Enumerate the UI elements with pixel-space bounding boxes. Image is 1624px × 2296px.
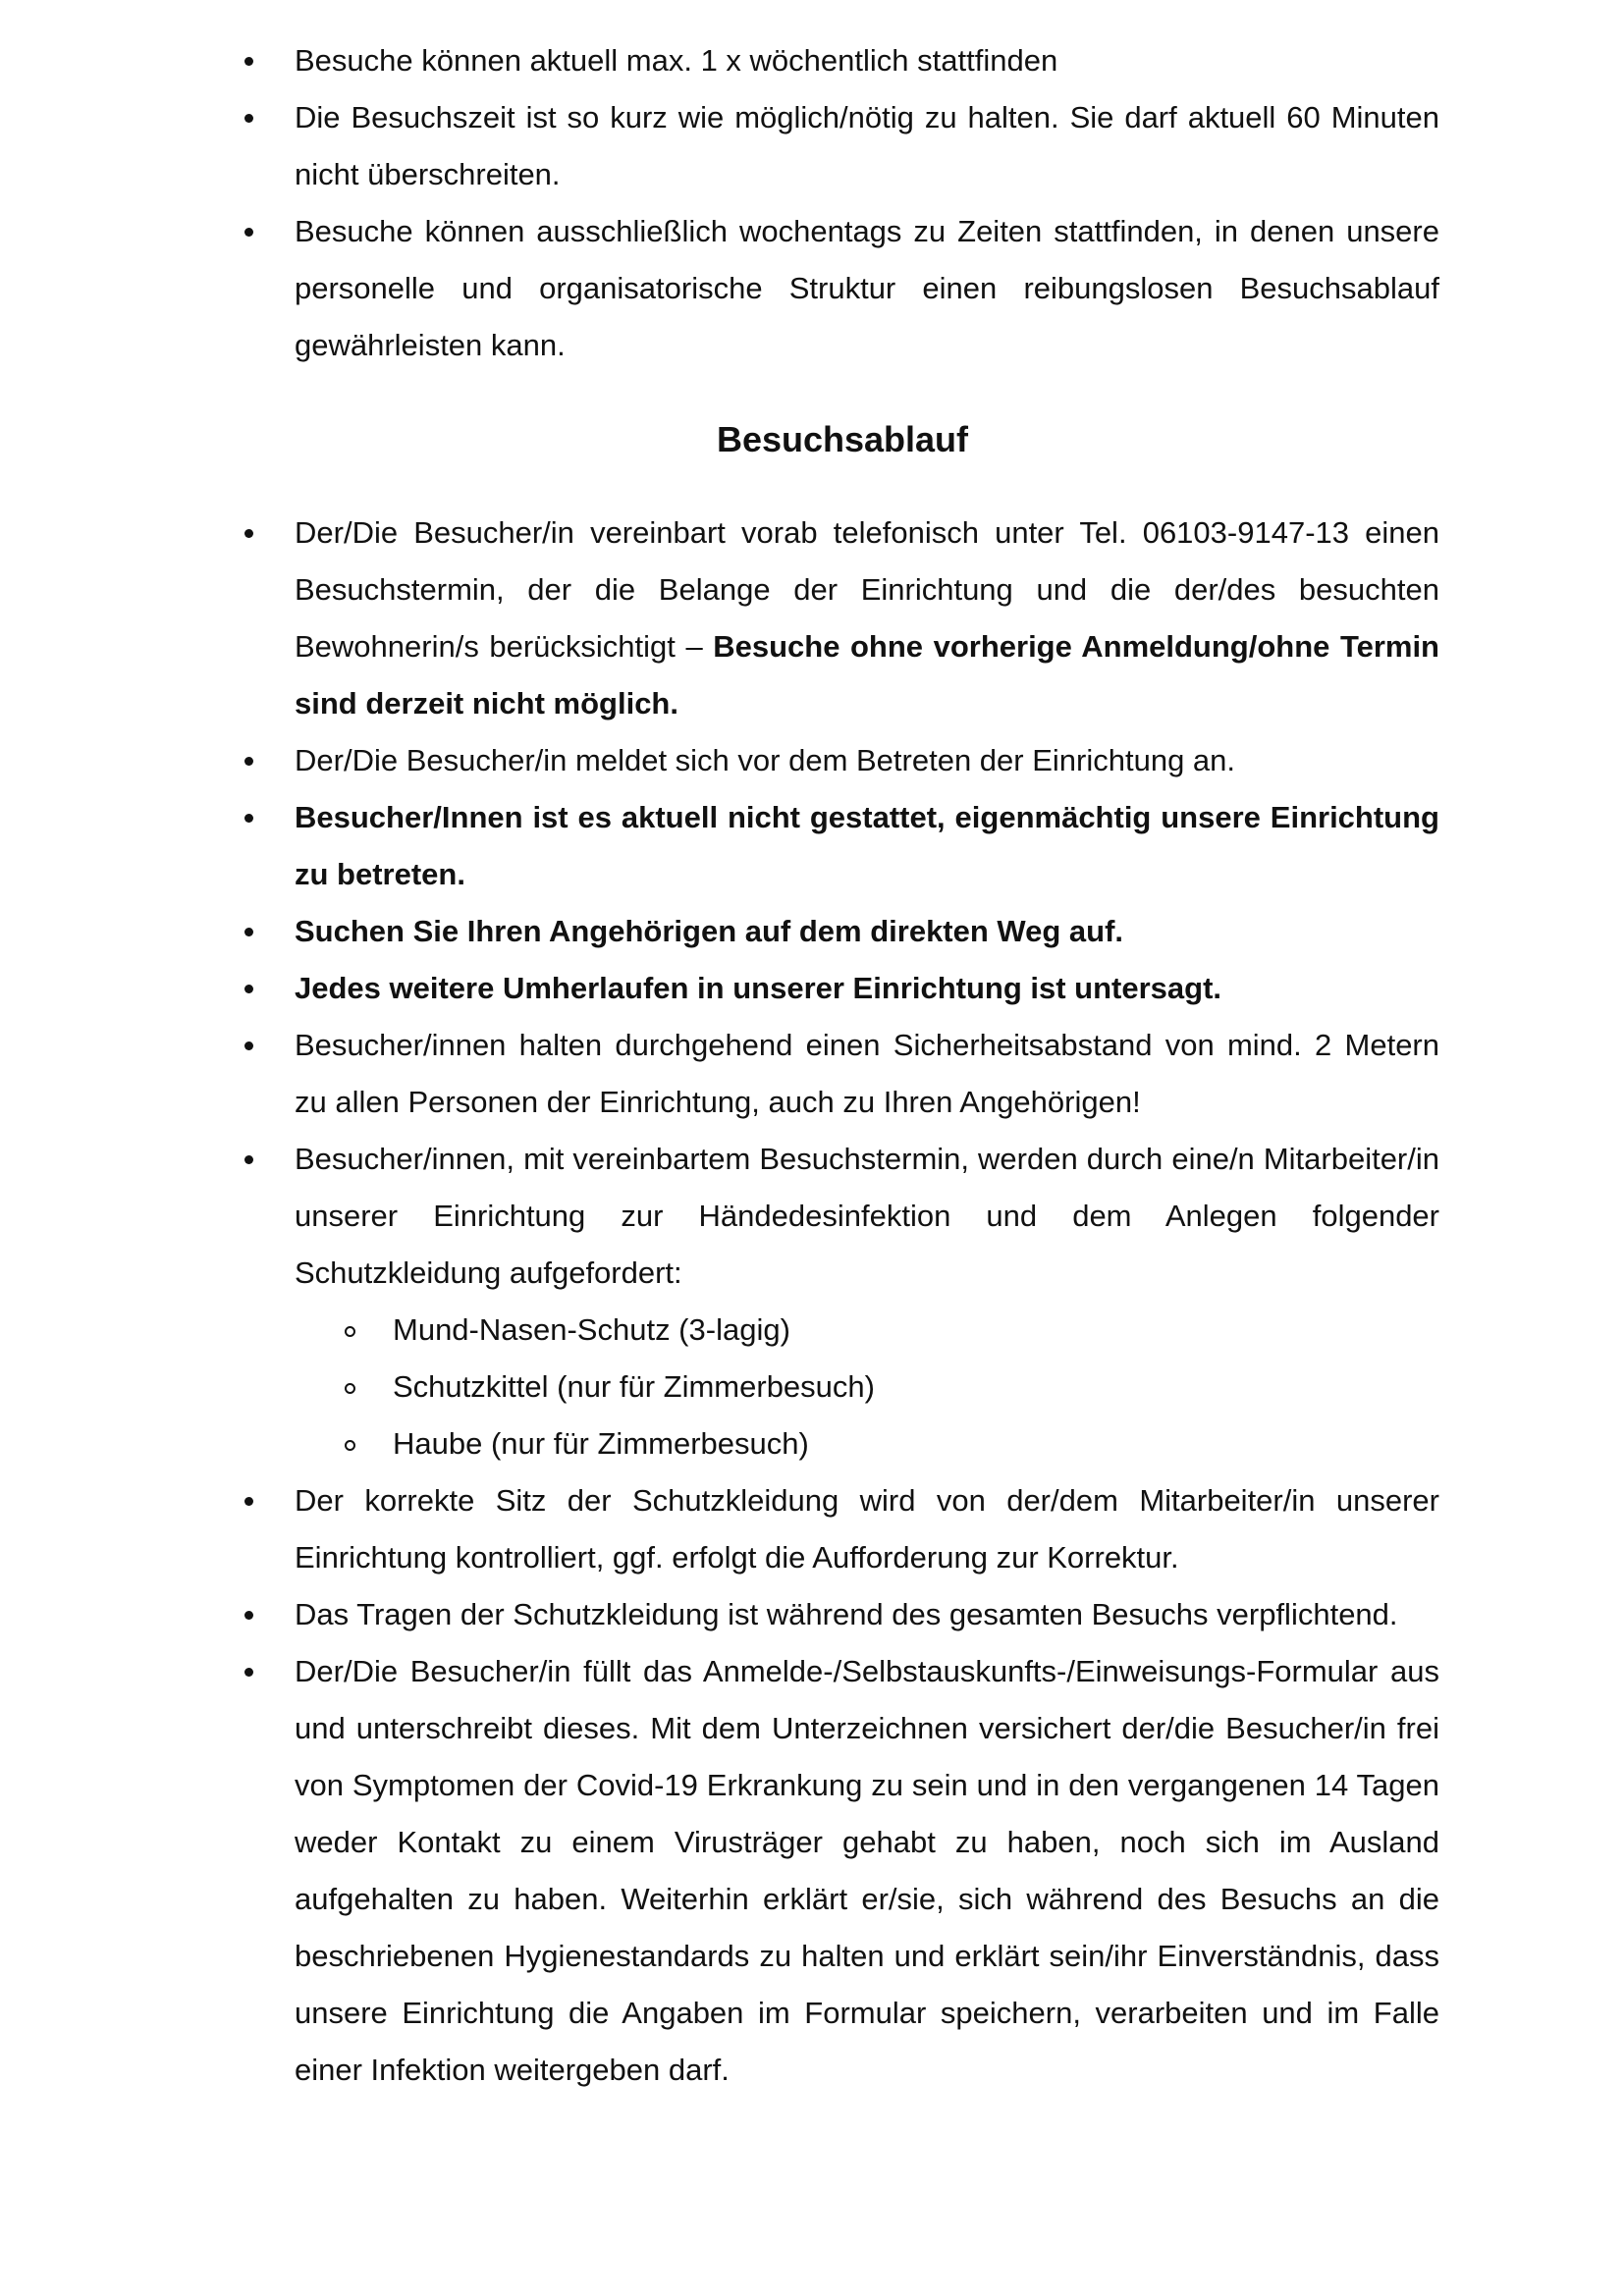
circle-bullet-icon	[345, 1415, 364, 1472]
bullet-icon	[244, 960, 256, 1017]
list-item-text: Der/Die Besucher/in füllt das Anmelde-/Selbstauskunfts-/Einweisungs-Formular aus und unterschreibt dieses. Mit dem Unterzeichnen versichert der/die Besucher/in frei von Symptomen der Covid-19 Erkrankung zu sein und in den vergangenen 14 Tagen weder Kontakt zu einem Virusträger gehabt zu haben, noch sich im Ausland aufgehalten zu haben. Weiterhin erklärt er/sie, sich während des Besuchs an die beschriebenen Hygienestandards zu halten und erklärt sein/ihr Einverständnis, dass unsere Einrichtung die Angaben im Formular speichern, verarbeiten und im Falle einer Infektion weitergeben darf.	[295, 1654, 1439, 2087]
list-item	[0, 1586, 1439, 1643]
list-item-text: Besucher/Innen ist es aktuell nicht gestattet, eigenmächtig unsere Einrichtung zu betreten.	[295, 800, 1439, 891]
list-item-text: Die Besuchszeit ist so kurz wie möglich/nötig zu halten. Sie darf aktuell 60 Minuten nicht überschreiten.	[295, 100, 1439, 191]
section-heading: Besuchsablauf	[716, 419, 969, 459]
list-item-text: Besucher/innen halten durchgehend einen Sicherheitsabstand von mind. 2 Metern zu allen Personen der Einrichtung, auch zu Ihren Angehörigen!	[295, 1028, 1439, 1119]
list-item	[0, 1643, 1439, 2099]
list-item-text: Besuche können aktuell max. 1 x wöchentlich stattfinden	[295, 43, 1058, 78]
list-item-text: Jedes weitere Umherlaufen in unserer Einrichtung ist untersagt.	[295, 971, 1222, 1005]
bullet-icon	[244, 1643, 256, 1700]
list-item	[0, 505, 1439, 732]
list-item-text: Der/Die Besucher/in meldet sich vor dem Betreten der Einrichtung an.	[295, 743, 1236, 777]
list-item-text: Besucher/innen, mit vereinbartem Besuchstermin, werden durch eine/n Mitarbeiter/in unserer Einrichtung zur Händedesinfektion und dem Anlegen folgender Schutzkleidung aufgefordert:	[295, 1142, 1439, 1290]
sub-list-item-text: Mund-Nasen-Schutz (3-lagig)	[393, 1312, 790, 1347]
list-item-text: Das Tragen der Schutzkleidung ist während des gesamten Besuchs verpflichtend.	[295, 1597, 1398, 1631]
bullet-icon	[244, 505, 256, 561]
bullet-icon	[244, 1586, 256, 1643]
bullet-icon	[244, 732, 256, 789]
bullet-icon	[244, 89, 256, 146]
procedure-list	[0, 505, 1624, 2099]
list-item	[0, 1017, 1439, 1131]
bullet-icon	[244, 903, 256, 960]
bullet-icon	[244, 32, 256, 89]
list-item	[0, 960, 1439, 1017]
circle-bullet-icon	[345, 1302, 364, 1359]
sub-list-item-text: Haube (nur für Zimmerbesuch)	[393, 1426, 809, 1461]
list-item	[0, 732, 1439, 789]
circle-bullet-icon	[345, 1359, 364, 1415]
sub-list-item-text: Schutzkittel (nur für Zimmerbesuch)	[393, 1369, 875, 1404]
list-item	[0, 89, 1439, 203]
bullet-icon	[244, 1017, 256, 1074]
list-item-text: Besuche können ausschließlich wochentags zu Zeiten stattfinden, in denen unsere personelle und organisatorische Struktur einen reibungslosen Besuchsablauf gewährleisten kann.	[295, 214, 1439, 362]
sub-list-item	[295, 1359, 1439, 1415]
list-item	[0, 1472, 1439, 1586]
list-item	[0, 789, 1439, 903]
list-item	[0, 1131, 1439, 1472]
list-item	[0, 203, 1439, 374]
list-item	[0, 903, 1439, 960]
bullet-icon	[244, 1472, 256, 1529]
visit-rules-list	[0, 32, 1624, 374]
list-item-text: Suchen Sie Ihren Angehörigen auf dem direkten Weg auf.	[295, 914, 1124, 948]
list-item-text: Der korrekte Sitz der Schutzkleidung wird von der/dem Mitarbeiter/in unserer Einrichtung kontrolliert, ggf. erfolgt die Aufforderung zur Korrektur.	[295, 1483, 1439, 1575]
list-item-bold-text: Besuche ohne vorherige Anmeldung/ohne Termin sind derzeit nicht möglich.	[295, 629, 1439, 721]
sub-list-item	[295, 1415, 1439, 1472]
bullet-icon	[244, 1131, 256, 1188]
sub-list-item	[295, 1302, 1439, 1359]
list-item	[0, 32, 1439, 89]
list-item-text: Der/Die Besucher/in vereinbart vorab telefonisch unter Tel. 06103-9147-13 einen Besuchstermin, der die Belange der Einrichtung und die der/des besuchten Bewohnerin/s berücksichtigt –	[295, 515, 1439, 664]
protective-clothing-list	[295, 1302, 1439, 1472]
bullet-icon	[244, 789, 256, 846]
bullet-icon	[244, 203, 256, 260]
